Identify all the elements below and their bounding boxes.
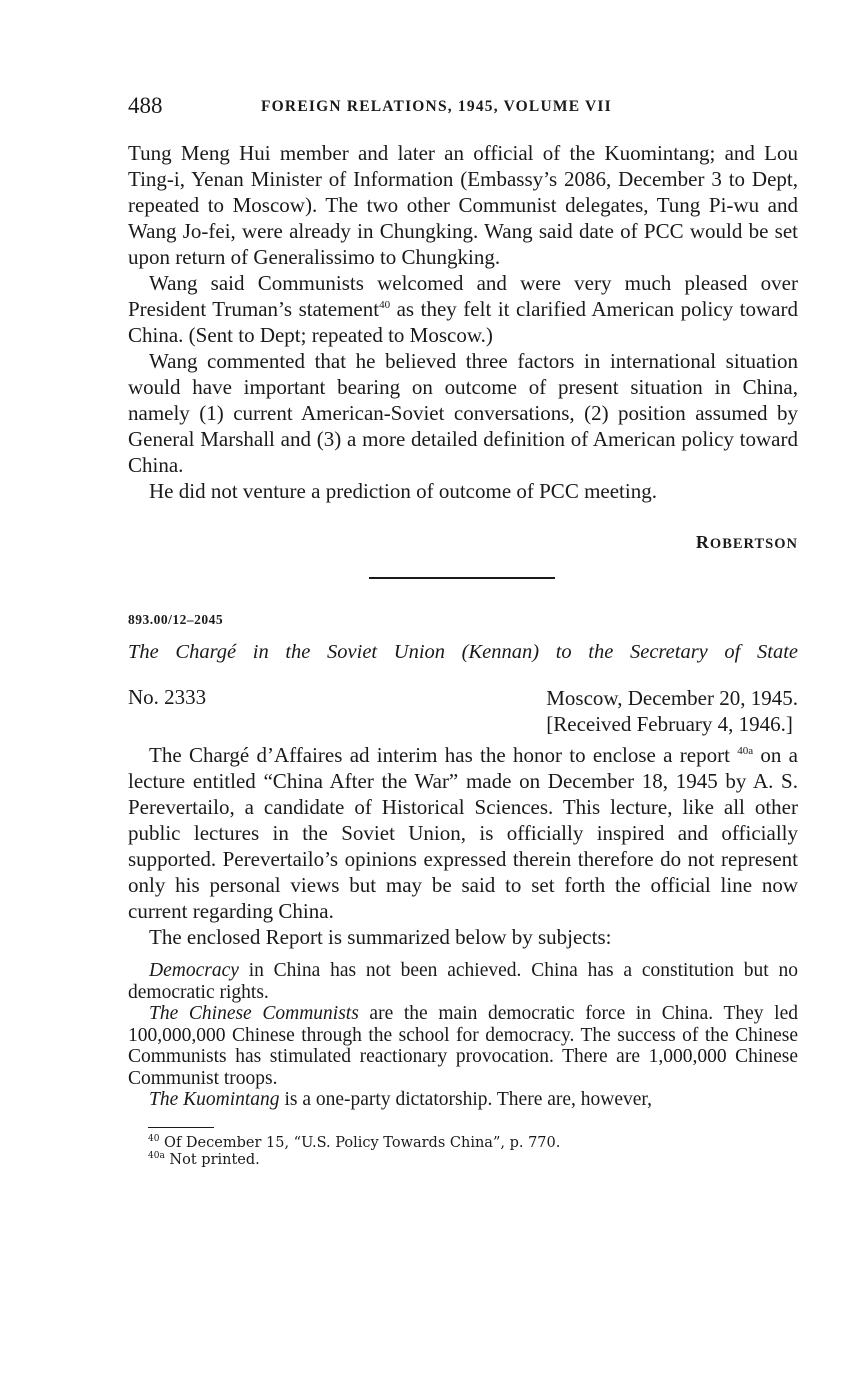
summary-item: The Kuomintang is a one-party dictatorship. There are, however, — [149, 1089, 653, 1110]
paragraph: Wang commented that he believed three factors in international situation would have important bearing on outcome of present situation in China, namely (1) current American-Soviet conversations, (2) position assumed by General Marshall and (3) a more detailed definition of American policy toward China. — [128, 349, 798, 477]
paragraph: The Chargé d’Affaires ad interim has the honor to enclose a report $^{40a}$ on a lecture entitled “China After the War” made on December 18, 1945 by A. S. Perevertailo, a candidate of Historical Sciences. This lecture, like all other public lectures in the Soviet Union, is officially inspired and officially supported. Perevertailo’s opinions expressed therein therefore do not represent only his personal views but may be said to set forth the official line now current regarding China. — [128, 743, 798, 923]
running-head: FOREIGN RELATIONS, 1945, VOLUME VII — [261, 98, 612, 115]
summary-item: The Chinese Communists are the main democratic force in China. They led 100,000,000 Chinese through the school for democracy. The success of the Chinese Communists has stimulated reactionary provocation. There are 1,000,000 Chinese Communist troops. — [128, 1003, 798, 1089]
document-title: The Chargé in the Soviet Union (Kennan) to the Secretary of State — [128, 641, 798, 663]
page-number: 488 — [128, 93, 163, 118]
dateline — [546, 685, 798, 737]
previous-document-body — [128, 140, 798, 504]
paragraph: Wang said Communists welcomed and were very much pleased over President Truman’s statement$^{40}$ as they felt it clarified American policy toward China. (Sent to Dept; repeated to Moscow.) — [128, 271, 798, 347]
footnote-ref: 40 — [379, 299, 391, 311]
file-number: 893.00/12–2045 — [128, 612, 224, 627]
footnote: $^{40a}$ Not printed. — [148, 1151, 260, 1168]
page-header — [128, 93, 798, 121]
document-number: No. 2333 — [128, 685, 207, 709]
date-place: Moscow, December 20, 1945. — [546, 686, 798, 710]
summary-item: Democracy in China has not been achieved. China has a constitution but no democratic rights. — [128, 960, 798, 1003]
section-divider — [369, 577, 555, 579]
summary-section — [128, 960, 798, 1111]
paragraph: He did not venture a prediction of outcome of PCC meeting. — [149, 479, 657, 503]
footnote-rule — [148, 1127, 214, 1128]
signature: ROBERTSON — [695, 532, 798, 552]
received-date: [Received February 4, 1946.] — [546, 712, 793, 736]
paragraph: Tung Meng Hui member and later an official of the Kuomintang; and Lou Ting-i, Yenan Minister of Information (Embassy’s 2086, December 3 to Dept, repeated to Moscow). The two other Communist delegates, Tung Pi-wu and Wang Jo-fei, were already in Chungking. Wang said date of PCC would be set upon return of Generalissimo to Chungking. — [128, 141, 798, 269]
paragraph: The enclosed Report is summarized below by subjects: — [149, 925, 612, 949]
footnotes — [148, 1135, 560, 1169]
document-body — [128, 742, 798, 950]
footnote-ref: 40a — [737, 745, 754, 757]
footnote: $^{40}$ Of December 15, “U.S. Policy Towards China”, p. 770. — [148, 1134, 561, 1151]
